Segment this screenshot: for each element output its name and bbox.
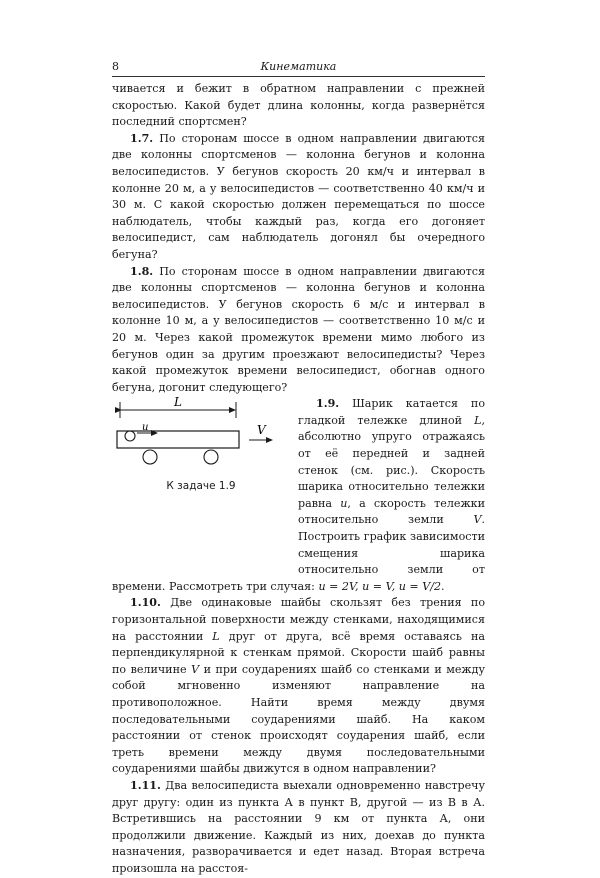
problem-text: По сторонам шоссе в одном направлении двигаются две колонны спортсменов — колонна бегунов и колонна велосипедистов. У бегунов скорость 6 м/с и интервал в колонне 10 м, а у велосипедистов — соответственно 10 м/с и 20 м. Через какой промежуток времени мимо любого из бегунов один за другим проезжают велосипедисты? Через какой промежуток времени велосипедист, обогнав одного бегуна, догонит следующего? [112,264,485,394]
wheel-right [204,450,218,464]
problem-number: 1.8. [130,264,154,278]
problem-1-11 [112,778,485,878]
label-L: L [174,396,182,410]
problem-text: и при соударениях шайб со стенками и между собой мгновенно изменяют направление на противоположное. Найти время между двумя последовательными соударениями шайб. На каком расстоянии от стенок происходят соударения шайб, если треть времени между двумя последовательными соударениями шайбы движутся в одном направлении? [112,662,485,776]
problem-text: Два велосипедиста выехали одновременно навстречу друг другу: один из пункта А в пункт В, другой — из В в А. Встретившись на расстоянии 9 км от пункта А, они продолжили движение. Каждый из них, доехав до пункта назначения, разворачивается и едет назад. Вторая встреча произошла на расстоя- [112,778,485,875]
problem-1-7 [112,131,485,264]
problem-number: 1.10. [130,596,161,610]
problem-text: По сторонам шоссе в одном направлении двигаются две колонны спортсменов — колонна бегунов и колонна велосипедистов. У бегунов скорость 20 км/ч и интервал в колонне 20 м, а у велосипедистов — соответственно 40 км/ч и 30 м. С какой скоростью должен перемещаться по шоссе наблюдатель, чтобы каждый раз, когда его догоняет велосипедист, сам наблюдатель догонял бы очередного бегуна? [112,131,485,261]
wheel-left [143,450,157,464]
page-header [112,60,485,74]
problem-1-10 [112,595,485,778]
label-V: V [257,423,266,438]
page-number: 8 [112,60,119,73]
variable-V: V [191,662,200,676]
label-u: u [142,422,149,434]
intro-paragraph: чивается и бежит в обратном направлении с прежней скоростью. Какой будет длина колонны, когда развернётся последний спортсмен? [112,82,485,129]
problem-number: 1.7. [130,131,154,145]
problem-text: Шарик катается по гладкой тележке длиной [298,397,485,427]
variable-L: L [212,629,220,643]
figure-1-9 [112,396,290,576]
problem-number: 1.11. [130,778,161,792]
problem-text: Две одинаковые шайбы скользят без трения по горизонтальной поверхности между стенками, находящимися на расстоянии [112,596,486,643]
variable-u: u [340,496,348,510]
ball [125,431,135,441]
figure-caption: К задаче 1.9 [166,480,236,493]
cart-diagram [112,396,290,478]
problem-1-8 [112,264,485,397]
problem-text: друг от друга, всё время оставаясь на перпендикулярной к стенкам прямой. Скорости шайб равны по величине [112,629,485,676]
cart-body [117,431,239,448]
problem-number: 1.9. [316,397,340,411]
variable-V: V [473,513,482,527]
problem-text: , абсолютно упруго отражаясь от её передней и задней стенок (см. рис.). Скорость шарика относительно тележки равна [298,413,485,510]
running-title: Кинематика [260,60,337,73]
page-body [112,81,485,878]
problem-text: , а скорость тележки относительно земли [298,496,485,527]
problem-text: . Построить график зависимости смещения шарика относительно земли от времени. Рассмотреть три случая: [112,513,485,593]
variable-L: L [474,413,482,427]
header-rule [112,76,485,77]
problem-text: . [441,579,445,593]
cases-formula: u = 2V, u = V, u = V/2 [318,579,442,593]
